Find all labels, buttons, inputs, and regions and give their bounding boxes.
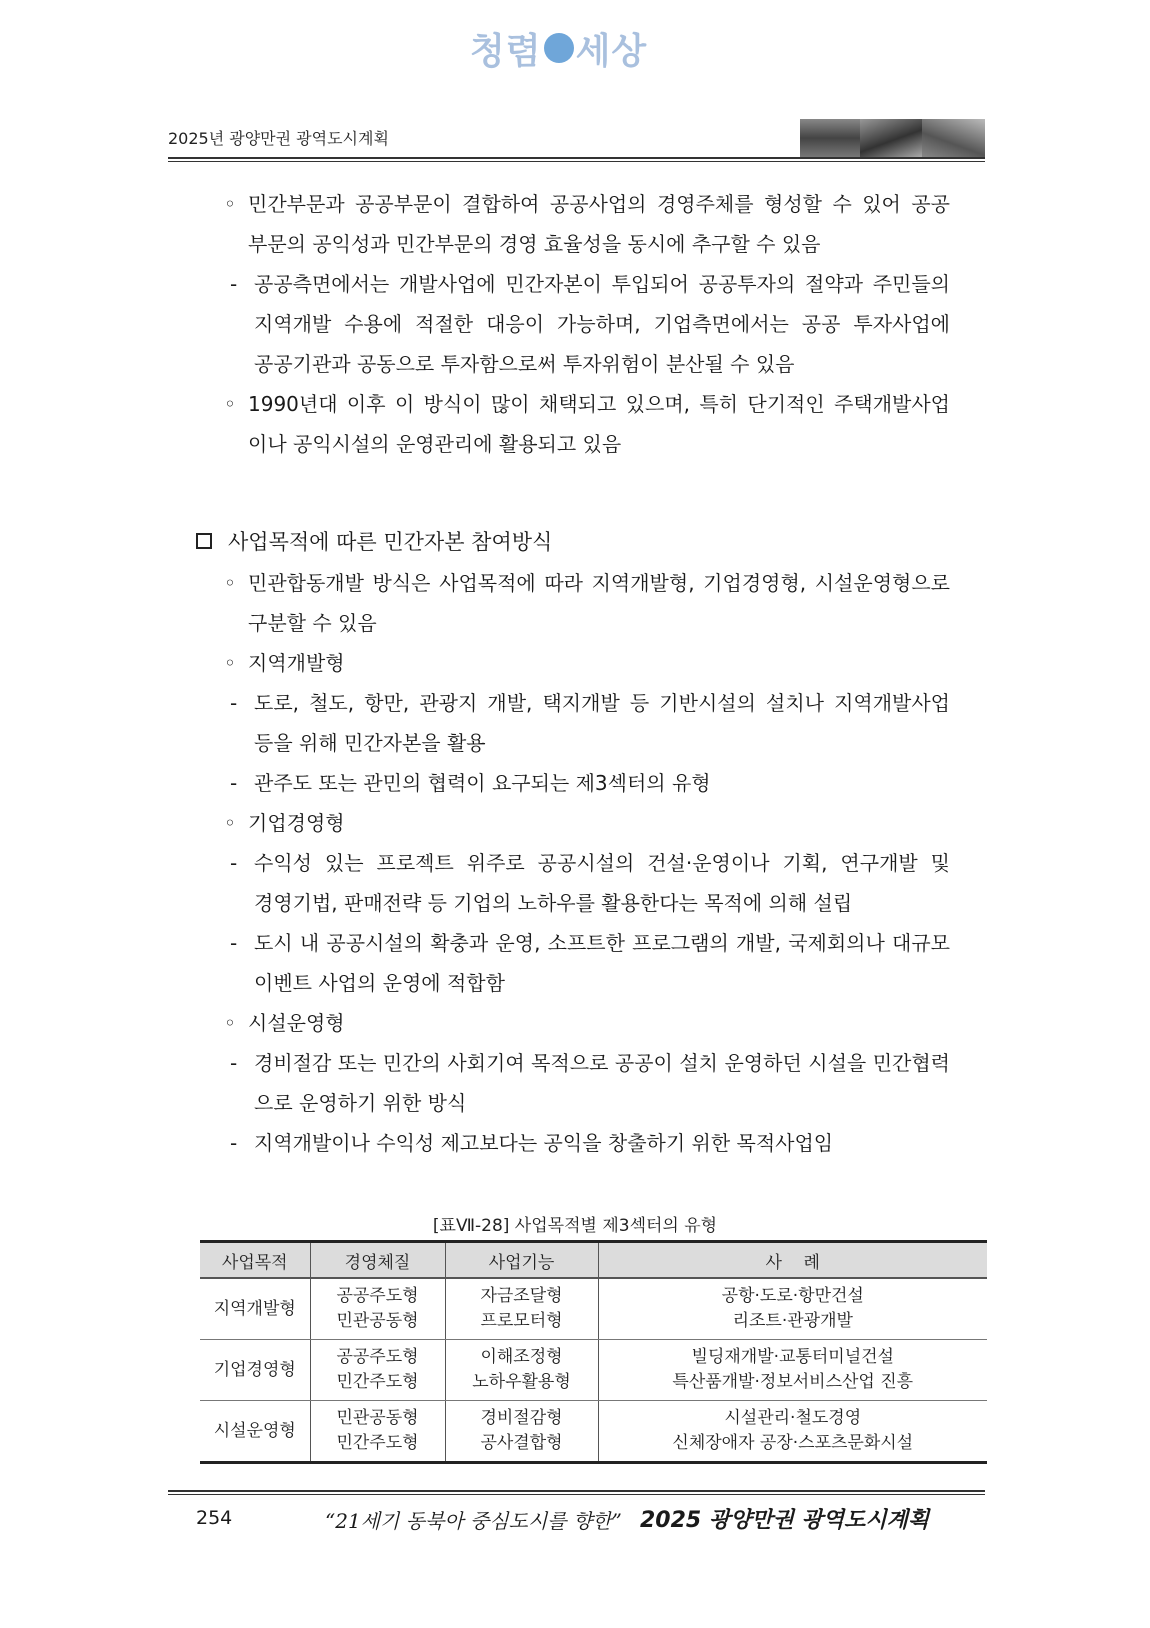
cell-line: 민관공동형 [336, 1408, 419, 1428]
paragraph-line: 공공기관과 공동으로 투자함으로써 투자위험이 분산될 수 있음 [254, 352, 795, 376]
cell-line: 공항·도로·항만건설 [721, 1286, 864, 1306]
dash-mark: - [230, 1131, 238, 1155]
type-cell [310, 1278, 445, 1340]
cell-line: 민간주도형 [336, 1433, 419, 1453]
table-row [200, 1278, 987, 1340]
paragraph-line: 공공측면에서는 개발사업에 민간자본이 투입되어 공공투자의 절약과 주민들의 [254, 272, 950, 296]
type-cell [310, 1401, 445, 1463]
type-cell [310, 1340, 445, 1401]
cell-line: 민간주도형 [336, 1372, 419, 1392]
paragraph-line: 등을 위해 민간자본을 활용 [254, 731, 486, 755]
paragraph-line: 부문의 공익성과 민간부문의 경영 효율성을 동시에 추구할 수 있음 [248, 232, 821, 256]
paragraph-line: 구분할 수 있음 [248, 611, 377, 635]
table-row [200, 1401, 987, 1463]
cell-line: 공공주도형 [336, 1347, 419, 1367]
dash-mark: - [230, 851, 238, 875]
paragraph-line: 1990년대 이후 이 방식이 많이 채택되고 있으며, 특히 단기적인 주택개발사업 [248, 392, 950, 416]
paragraph-line: 이벤트 사업의 운영에 적합함 [254, 971, 505, 995]
purpose-cell: 지역개발형 [200, 1278, 310, 1340]
purpose-cell: 시설운영형 [200, 1401, 310, 1463]
paragraph-line: 지역개발이나 수익성 제고보다는 공익을 창출하기 위한 목적사업임 [254, 1131, 834, 1155]
column-header: 사업기능 [445, 1242, 598, 1279]
page-number: 254 [196, 1507, 233, 1529]
cell-line: 시설관리·철도경영 [724, 1408, 862, 1428]
table-row [200, 1340, 987, 1401]
case-cell [598, 1340, 987, 1401]
footer-title: 2025 광양만권 광역도시계획 [640, 1508, 930, 1533]
footer-rule [168, 1490, 985, 1495]
cell-line: 이해조정형 [480, 1347, 563, 1367]
dash-mark: - [230, 272, 238, 296]
section-heading-text: 사업목적에 따른 민간자본 참여방식 [228, 530, 553, 554]
bullet-mark: ◦ [224, 1011, 236, 1035]
paragraph-line: 민관합동개발 방식은 사업목적에 따라 지역개발형, 기업경영형, 시설운영형으로 [248, 571, 950, 595]
cell-line: 노하우활용형 [472, 1372, 571, 1392]
subheading: 지역개발형 [248, 651, 345, 675]
header-photo [860, 119, 922, 157]
paragraph-line: 으로 운영하기 위한 방식 [254, 1091, 467, 1115]
bullet-mark: ◦ [224, 192, 236, 216]
checkbox-square-icon [196, 533, 212, 549]
cell-line: 빌딩재개발·교통터미널건설 [691, 1347, 894, 1367]
bullet-mark: ◦ [224, 571, 236, 595]
column-header: 경영체질 [310, 1242, 445, 1279]
bullet-mark: ◦ [224, 811, 236, 835]
cell-line: 자금조달형 [480, 1286, 563, 1306]
paragraph-line: 수익성 있는 프로젝트 위주로 공공시설의 건설·운영이나 기획, 연구개발 및 [254, 851, 950, 875]
dash-mark: - [230, 691, 238, 715]
dash-mark: - [230, 931, 238, 955]
bullet-mark: ◦ [224, 392, 236, 416]
function-cell [445, 1340, 598, 1401]
logo-text-right: 세상 [575, 29, 648, 72]
header-rule [168, 157, 985, 162]
cell-line: 특산품개발·정보서비스산업 진흥 [672, 1372, 914, 1392]
case-cell [598, 1278, 987, 1340]
footer-quote: “21세기 동북아 중심도시를 향한” [325, 1509, 622, 1533]
function-cell [445, 1278, 598, 1340]
cell-line: 리조트·관광개발 [732, 1311, 853, 1331]
header-photo-strip [800, 119, 985, 157]
paragraph-line: 도시 내 공공시설의 확충과 운영, 소프트한 프로그램의 개발, 국제회의나 대규모 [254, 931, 950, 955]
paragraph-line: 도로, 철도, 항만, 관광지 개발, 택지개발 등 기반시설의 설치나 지역개발사업 [254, 691, 950, 715]
logo-emblem-icon [544, 33, 574, 63]
paragraph-line: 경영기법, 판매전략 등 기업의 노하우를 활용한다는 목적에 의해 설립 [254, 891, 853, 915]
paragraph-line: 경비절감 또는 민간의 사회기여 목적으로 공공이 설치 운영하던 시설을 민간협력 [254, 1051, 950, 1075]
header-title: 2025년 광양만권 광역도시계획 [168, 129, 389, 148]
section-heading [196, 526, 552, 556]
table-caption: [표Ⅶ-28] 사업목적별 제3섹터의 유형 [432, 1216, 718, 1236]
cell-line: 민관공동형 [336, 1311, 419, 1331]
header-photo [922, 119, 985, 157]
column-header: 사업목적 [200, 1242, 310, 1279]
column-header: 사 례 [598, 1242, 987, 1279]
dash-mark: - [230, 1051, 238, 1075]
case-cell [598, 1401, 987, 1463]
table-header-row [200, 1242, 987, 1279]
purpose-cell: 기업경영형 [200, 1340, 310, 1401]
logo-text-left: 청렴 [470, 29, 542, 72]
paragraph-line: 민간부문과 공공부문이 결합하여 공공사업의 경영주체를 형성할 수 있어 공공 [248, 192, 950, 216]
cell-line: 공공주도형 [336, 1286, 419, 1306]
dash-mark: - [230, 771, 238, 795]
cell-line: 공사결합형 [480, 1433, 563, 1453]
cell-line: 프로모터형 [480, 1311, 563, 1331]
sector-type-table [200, 1240, 987, 1464]
paragraph-line: 이나 공익시설의 운영관리에 활용되고 있음 [248, 432, 622, 456]
paragraph-line: 지역개발 수용에 적절한 대응이 가능하며, 기업측면에서는 공공 투자사업에 [254, 312, 950, 336]
subheading: 시설운영형 [248, 1011, 345, 1035]
cell-line: 신체장애자 공장·스포츠문화시설 [672, 1433, 914, 1453]
header-photo [800, 119, 860, 157]
logo [470, 22, 680, 74]
paragraph-line: 관주도 또는 관민의 협력이 요구되는 제3섹터의 유형 [254, 771, 711, 795]
subheading: 기업경영형 [248, 811, 345, 835]
bullet-mark: ◦ [224, 651, 236, 675]
cell-line: 경비절감형 [480, 1408, 563, 1428]
function-cell [445, 1401, 598, 1463]
